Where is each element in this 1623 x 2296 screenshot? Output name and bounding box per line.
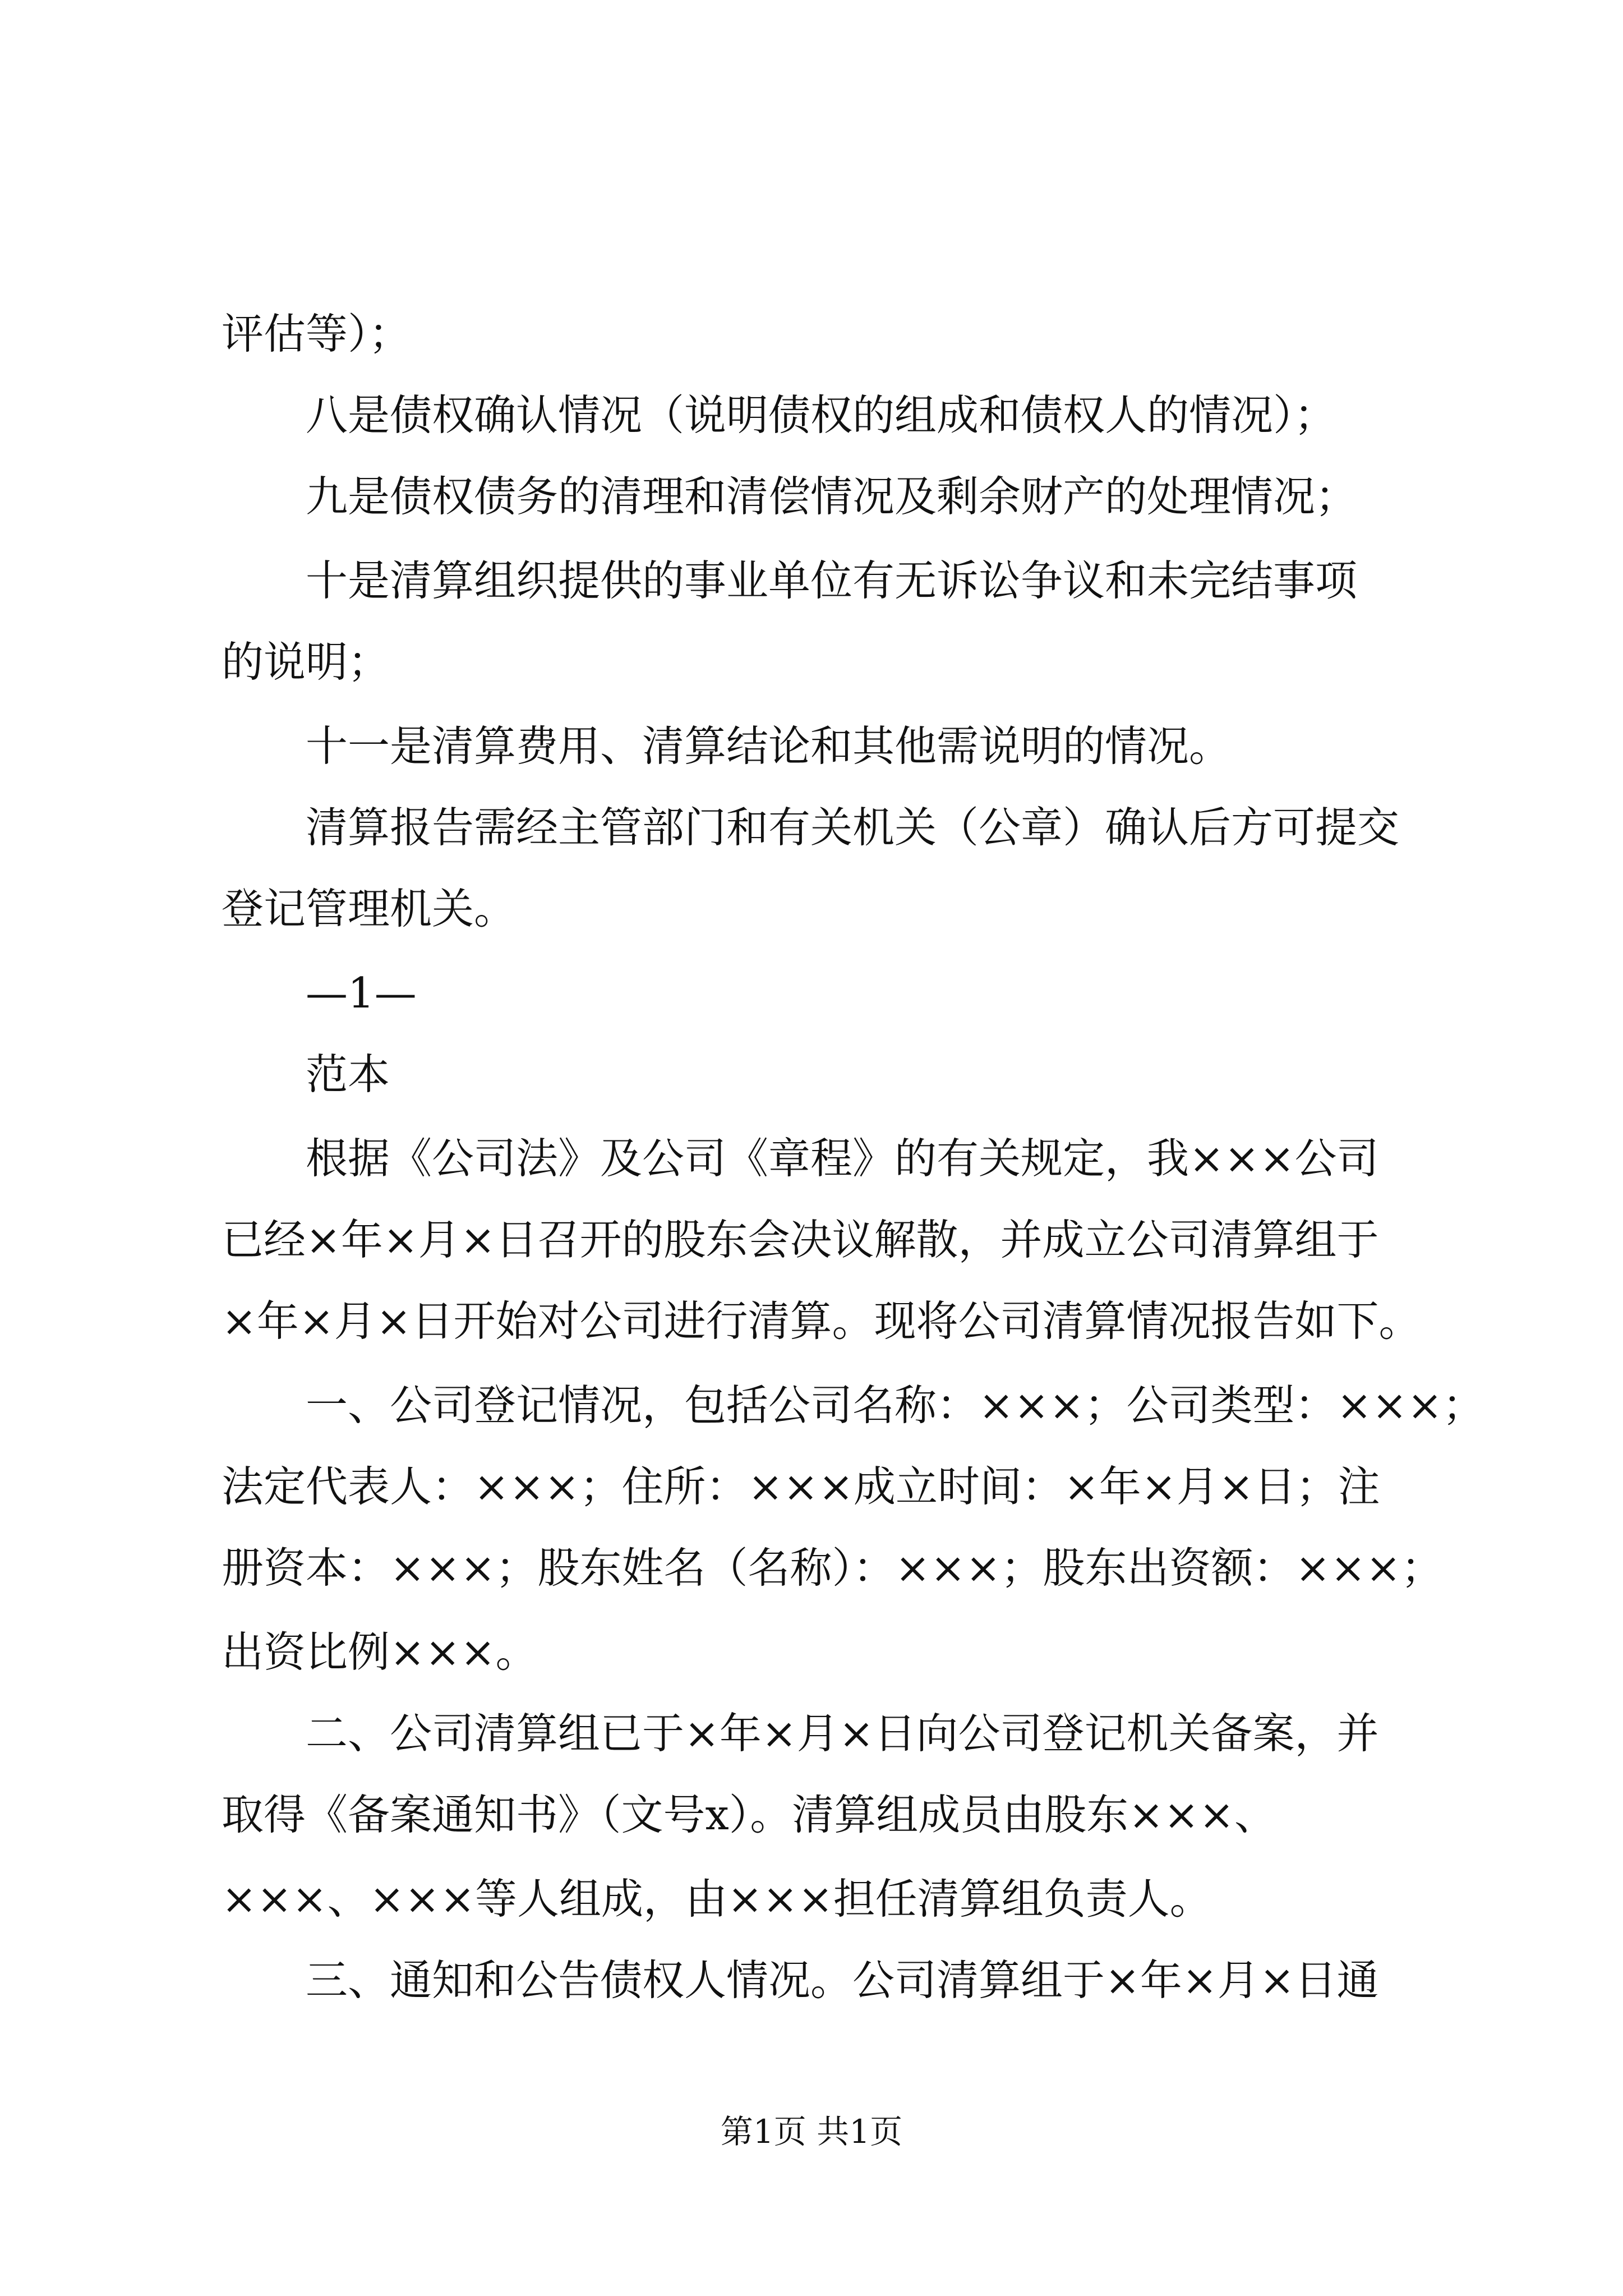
section-title: 范本 <box>306 1050 390 1099</box>
paragraph-line-11: 根据《公司法》及公司《章程》的有关规定，我×××公司 <box>306 1134 1379 1183</box>
paragraph-line-7: 清算报告需经主管部门和有关机关（公章）确认后方可提交 <box>306 803 1400 852</box>
paragraph-line-15: 法定代表人：×××；住所：×××成立时间：×年×月×日；注 <box>222 1462 1380 1511</box>
paragraph-line-14: 一、公司登记情况，包括公司名称：×××；公司类型：×××； <box>306 1381 1485 1430</box>
paragraph-line-13: ×年×月×日开始对公司进行清算。现将公司清算情况报告如下。 <box>222 1296 1421 1346</box>
paragraph-line-18: 二、公司清算组已于×年×月×日向公司登记机关备案，并 <box>306 1709 1379 1758</box>
paragraph-line-8: 登记管理机关。 <box>222 884 517 933</box>
paragraph-line-17: 出资比例×××。 <box>222 1627 538 1677</box>
page-footer: 第1页 共1页 <box>720 2113 903 2151</box>
paragraph-line-16: 册资本：×××；股东姓名（名称）：×××；股东出资额：×××； <box>222 1543 1444 1593</box>
paragraph-line-5: 的说明； <box>222 637 390 687</box>
paragraph-line-20: ×××、×××等人组成，由×××担任清算组负责人。 <box>222 1874 1212 1924</box>
page-number-marker: —1— <box>306 968 417 1018</box>
paragraph-line-3: 九是债权债务的清理和清偿情况及剩余财产的处理情况； <box>306 472 1358 521</box>
paragraph-line-1: 评估等）； <box>222 309 411 358</box>
paragraph-line-2: 八是债权确认情况（说明债权的组成和债权人的情况）； <box>306 390 1336 440</box>
paragraph-line-19: 取得《备案通知书》（文号x）。清算组成员由股东×××、 <box>222 1790 1276 1839</box>
paragraph-line-21: 三、通知和公告债权人情况。公司清算组于×年×月×日通 <box>306 1955 1379 2005</box>
paragraph-line-12: 已经×年×月×日召开的股东会决议解散，并成立公司清算组于 <box>222 1215 1379 1264</box>
paragraph-line-6: 十一是清算费用、清算结论和其他需说明的情况。 <box>306 721 1232 771</box>
paragraph-line-4: 十是清算组织提供的事业单位有无诉讼争议和未完结事项 <box>306 556 1358 605</box>
